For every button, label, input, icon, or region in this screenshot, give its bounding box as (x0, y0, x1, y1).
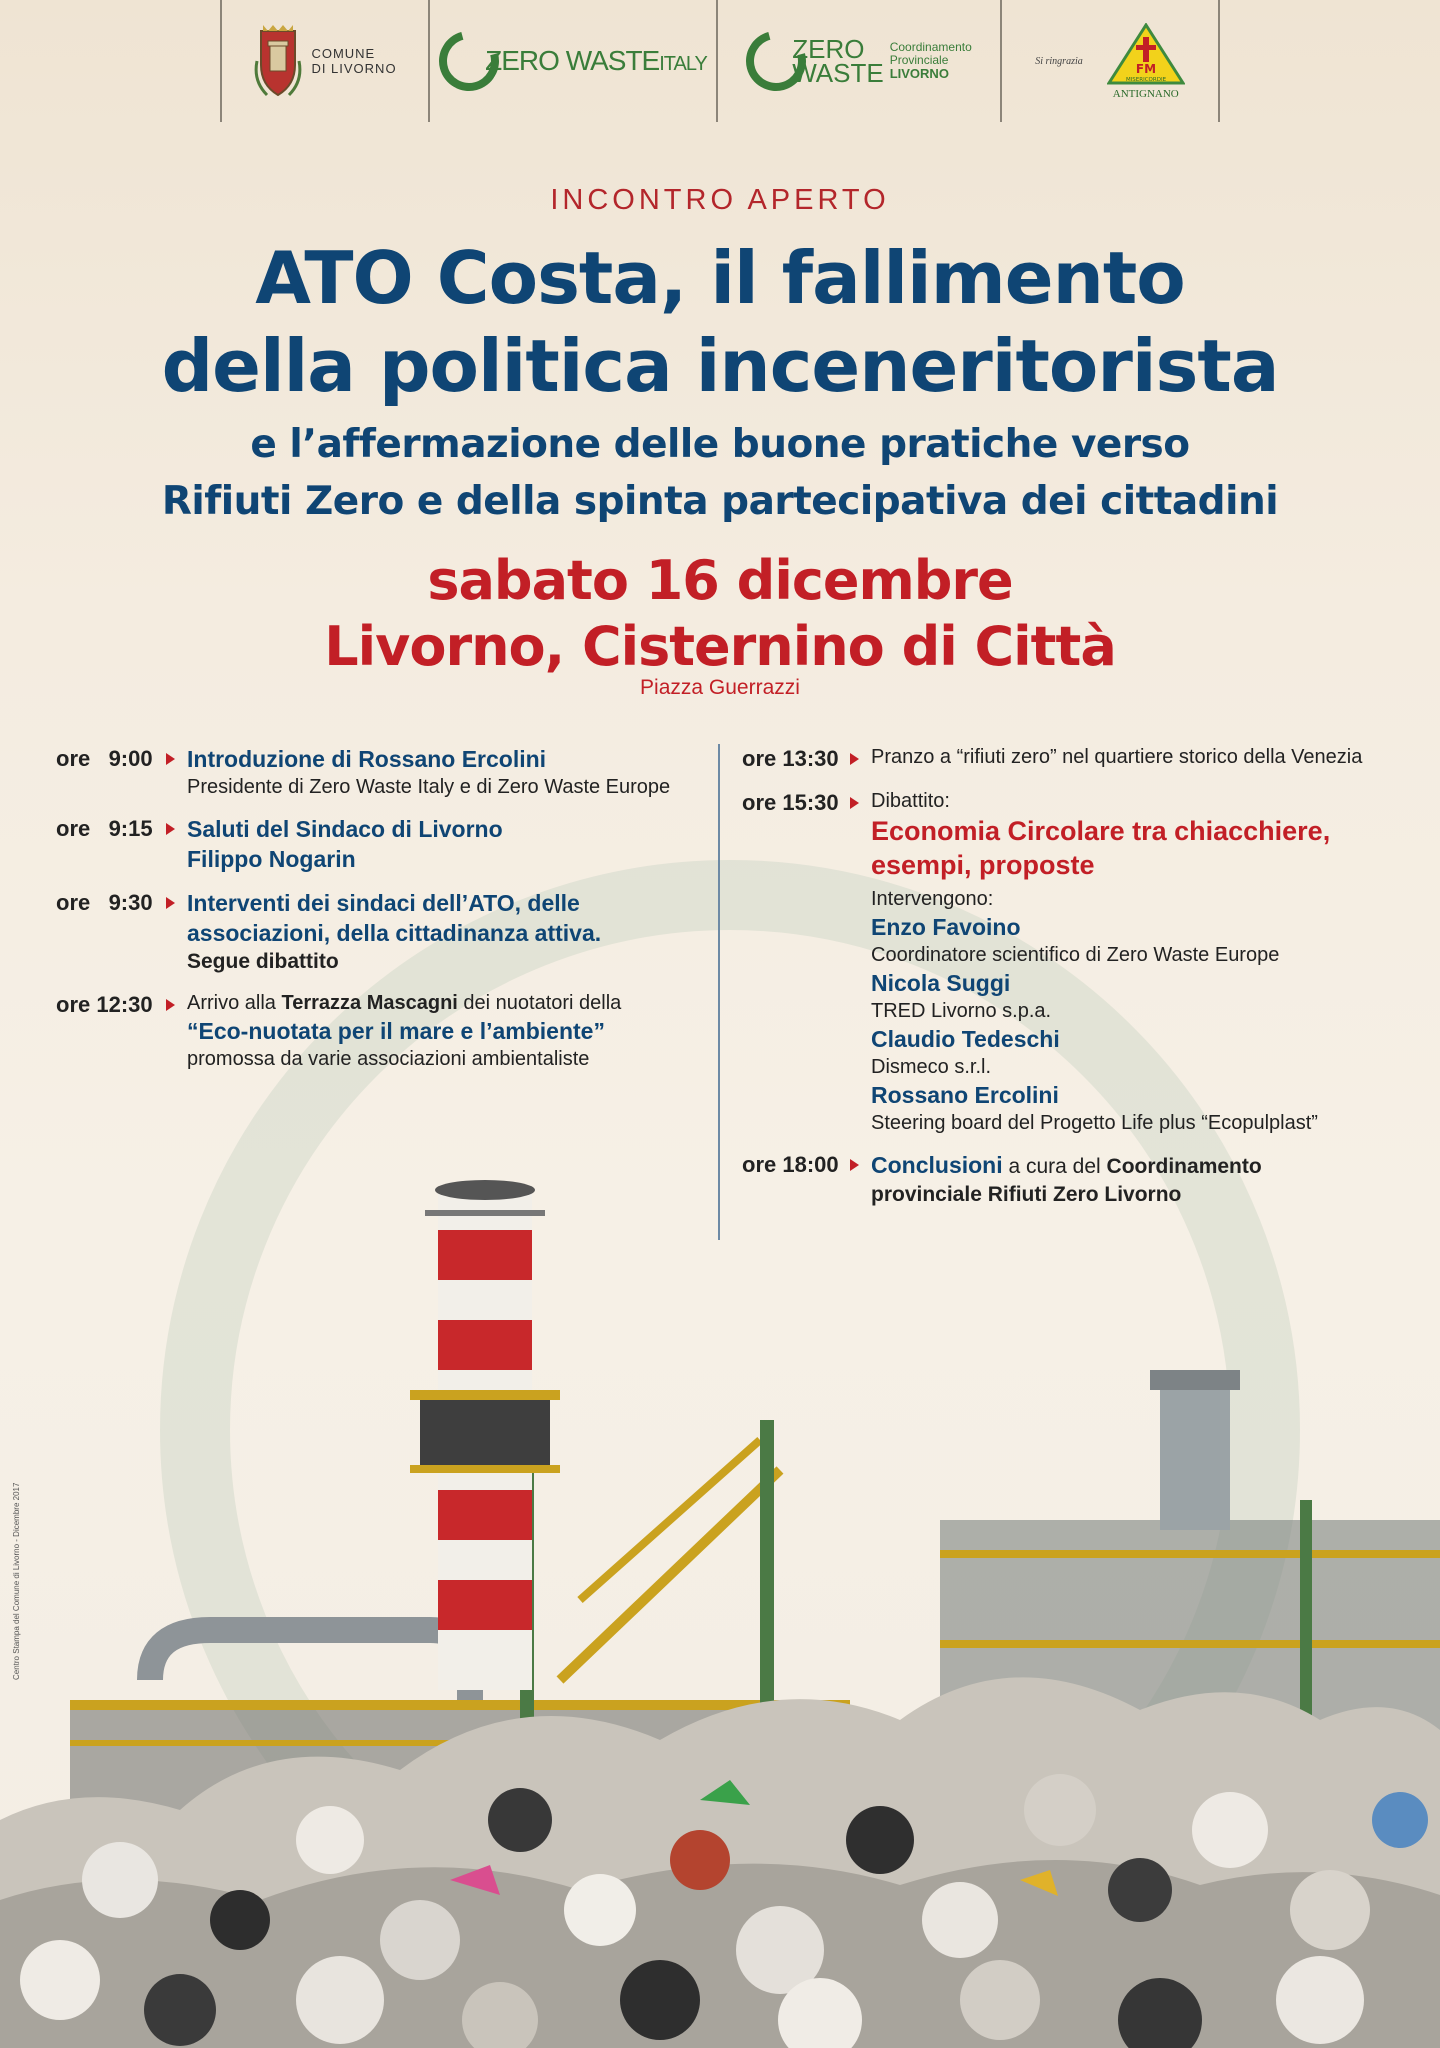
logo-bar (220, 0, 1220, 122)
zero-waste-italy-logo (428, 0, 716, 122)
misericordie-letters: FM (1135, 61, 1156, 76)
comune-logo (220, 0, 428, 122)
speaker-role: Steering board del Progetto Life plus “Ecopulplast” (871, 1112, 1318, 1134)
speaker-role: Dismeco s.r.l. (871, 1056, 992, 1078)
program-item: ore 9:15 Saluti del Sindaco di Livorno Filippo Nogarin (56, 816, 503, 872)
event-date: sabato 16 dicembre Livorno, Cisternino di Città (324, 549, 1116, 678)
speaker-name: Nicola Suggi (871, 970, 1011, 996)
misericordie-label: ANTIGNANO (1112, 87, 1179, 100)
arrow-icon (166, 753, 175, 765)
speaker-name: Rossano Ercolini (871, 1082, 1059, 1108)
chimney (410, 1180, 560, 1690)
zero-waste-suffix: ITALY (659, 53, 707, 75)
arrow-icon (166, 823, 175, 835)
misericordie-triangle-icon (1107, 23, 1185, 87)
zero-waste-ring-icon (735, 20, 817, 102)
comune-crest-icon (253, 21, 303, 101)
arrow-icon (166, 999, 175, 1011)
misericordie-badge-label: MISERICORDIE (1125, 76, 1166, 83)
misericordie-logo (1000, 0, 1220, 122)
zero-waste-livorno-logo: ZERO WASTE Coordinamento Provinciale LIVORNO (716, 0, 1000, 122)
subtitle: e l’affermazione delle buone pratiche verso Rifiuti Zero e della spinta partecipativa dei cittadini (161, 422, 1279, 524)
thanks-label: Si ringrazia (1035, 55, 1083, 67)
arrow-icon (166, 897, 175, 909)
incinerator-scene (0, 1120, 1440, 2048)
print-credit: Centro Stampa del Comune di Livorno - Dicembre 2017 (12, 1482, 21, 1680)
speaker-name: Enzo Favoino (871, 914, 1021, 940)
page-title: ATO Costa, il fallimento della politica inceneritorista (161, 236, 1279, 408)
program-item: ore 12:30 Arrivo alla Terrazza Mascagni dei nuotatori della “Eco-nuotata per il mare e l’ambiente” promossa da varie associazioni ambientaliste (56, 992, 622, 1070)
program-left (56, 744, 706, 1086)
comune-label: COMUNE DI LIVORNO (311, 46, 397, 76)
program-item: ore 9:30 Interventi dei sindaci dell’ATO, delle associazioni, della cittadinanza attiva. Segue dibattito (56, 890, 602, 973)
program-item: ore 9:00 Introduzione di Rossano Ercolini Presidente di Zero Waste Italy e di Zero Waste Europe (56, 746, 671, 798)
speaker-name: Claudio Tedeschi (871, 1026, 1060, 1052)
speaker-role: TRED Livorno s.p.a. (871, 1000, 1052, 1022)
program-item: ore 18:00 Conclusioni a cura del Coordinamento provinciale Rifiuti Zero Livorno (742, 1152, 1262, 1206)
arrow-icon (850, 797, 859, 809)
zero-waste-ring-icon (428, 20, 510, 102)
zero-waste-label: ZERO WASTE (485, 45, 660, 76)
arrow-icon (850, 753, 859, 765)
event-place: Piazza Guerrazzi (640, 676, 800, 699)
program-item: ore 13:30 Pranzo a “rifiuti zero” nel quartiere storico della Venezia (742, 746, 1363, 771)
kicker: INCONTRO APERTO (550, 184, 890, 216)
speaker-role: Coordinatore scientifico di Zero Waste Europe (871, 944, 1280, 966)
program-item: ore 15:30 Dibattito: Economia Circolare tra chiacchiere, esempi, proposte Intervengono: Enzo Favoino Coordinatore scientifico di Zero Waste Europe Nicola Suggi TRED Livorno s.p.a. Claudio Tedeschi Dismeco s.r.l. Rossano Ercolini Steering board del Progetto Life plus “Ecopulplast” (742, 788, 1402, 1136)
